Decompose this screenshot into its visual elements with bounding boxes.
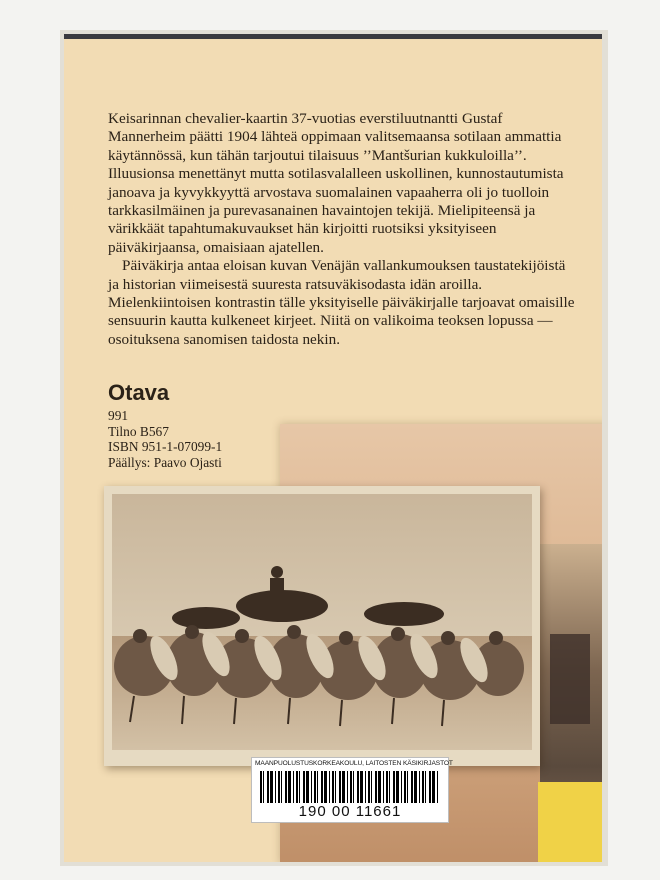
meta-line-isbn: ISBN 951-1-07099-1 xyxy=(108,439,223,455)
meta-line-code: 991 xyxy=(108,408,129,423)
blurb-paragraph-2: Päiväkirja antaa eloisan kuvan Venäjän vallankumouksen taustatekijöistä ja historian viimeisestä suuresta ratsuväkisodasta idän aroilla. Mielenkiintoisen kontrastin tälle yksityiselle päiväkirjalle tarjoavat omaisille sensuurin kautta kulkeneet kirjeet. Niitä on valikoima teoksen lopussa — osoituksena sanomisen taidosta nekin. xyxy=(108,257,575,348)
background-photo-shadow xyxy=(550,634,590,724)
publication-meta xyxy=(108,408,222,470)
yellow-spine-label xyxy=(538,782,602,862)
cover-top-edge xyxy=(64,34,602,39)
blurb-text xyxy=(108,110,578,349)
barcode-number: 190 00 11661 xyxy=(298,803,402,820)
library-barcode-sticker xyxy=(251,757,453,823)
cavalry-photograph xyxy=(104,486,540,766)
barcode-icon xyxy=(260,771,440,803)
meta-line-tilno: Tilno B567 xyxy=(108,423,169,439)
publisher-name: Otava xyxy=(108,380,170,405)
meta-line-cover-designer: Päällys: Paavo Ojasti xyxy=(108,454,222,470)
library-institution-name: MAANPUOLUSTUSKORKEAKOULU, LAITOSTEN KÄSIKIRJASTOT xyxy=(255,760,453,767)
cavalry-photograph-image xyxy=(104,486,540,766)
book-back-cover xyxy=(64,34,602,862)
blurb-paragraph-1: Keisarinnan chevalier-kaartin 37-vuotias everstiluutnantti Gustaf Mannerheim päätti 1904 lähteä oppimaan valitsemaansa sotilaan ammattia käytännössä, kun tähän tarjoutui tilaisuus ’’Mantšurian kukkuloilla’’. Illuusionsa menettänyt mutta sotilasvalalleen uskollinen, kunnostautumista janoava ja kyvykkyyttä arvostava suomalainen vapaaherra oli jo tuolloin tarkkasilmäinen ja purevasanainen havaintojen tekijä. Mielipiteensä ja värikkäät tapahtumakuvaukset hän kirjoitti ruotsiksi yksityiseen päiväkirjaansa, omaisiaan ajatellen. xyxy=(108,110,564,256)
